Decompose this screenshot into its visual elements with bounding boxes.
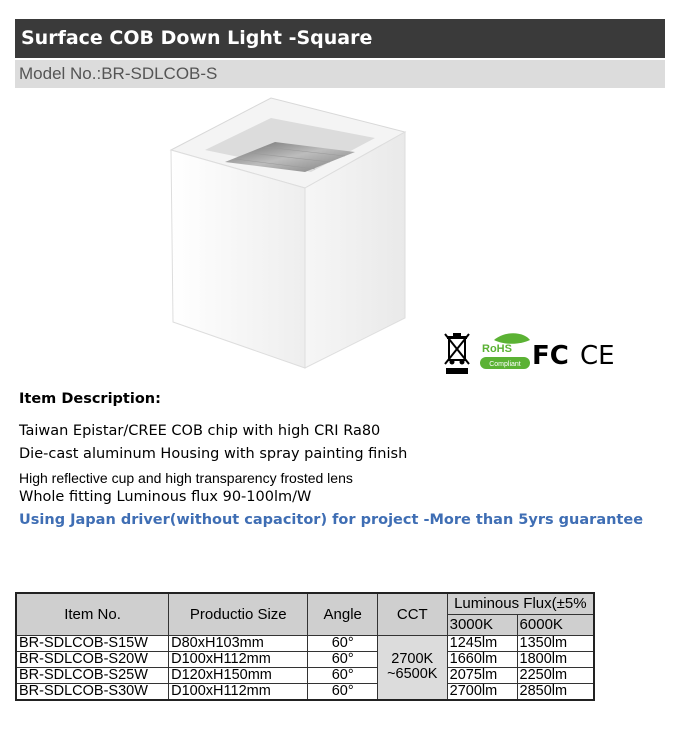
- table-row: [16, 635, 594, 651]
- header-item-no: Item No.: [16, 593, 169, 635]
- spec-table: [15, 592, 595, 701]
- cct-value-line: ~6500K: [387, 666, 438, 682]
- header-luminous-flux: Luminous Flux(±5%: [447, 593, 594, 614]
- fcc-icon: [532, 330, 574, 376]
- header-flux-3000k: 3000K: [447, 614, 517, 635]
- description-line: Taiwan Epistar/CREE COB chip with high CRI Ra80: [19, 423, 381, 439]
- cell-flux-6000k: 1800lm: [517, 651, 594, 667]
- cell-flux-3000k: 2700lm: [447, 683, 517, 700]
- cell-flux-6000k: 2850lm: [517, 683, 594, 700]
- product-image: [165, 92, 415, 372]
- cell-item: BR-SDLCOB-S30W: [16, 683, 169, 700]
- description-line: High reflective cup and high transparency frosted lens: [19, 470, 353, 486]
- cell-cct: [377, 635, 447, 700]
- cell-flux-3000k: 1245lm: [447, 635, 517, 651]
- header-product-size: Productio Size: [169, 593, 308, 635]
- cell-angle: 60°: [308, 635, 377, 651]
- description-line: Die-cast aluminum Housing with spray painting finish: [19, 446, 408, 462]
- header-flux-6000k: 6000K: [517, 614, 594, 635]
- cell-flux-3000k: 1660lm: [447, 651, 517, 667]
- item-description-heading: Item Description:: [19, 391, 161, 407]
- cell-item: BR-SDLCOB-S15W: [16, 635, 169, 651]
- ce-mark: CE: [580, 341, 615, 371]
- rohs-compliant-label: Compliant: [489, 361, 521, 368]
- cell-size: D80xH103mm: [169, 635, 308, 651]
- cct-value-line: 2700K: [391, 651, 434, 667]
- cell-size: D100xH112mm: [169, 651, 308, 667]
- header-angle: Angle: [308, 593, 377, 635]
- page-title: Surface COB Down Light -Square: [15, 19, 665, 58]
- rohs-compliant-icon: [476, 330, 532, 376]
- ce-icon: [580, 330, 620, 376]
- table-row: [16, 667, 594, 683]
- cell-flux-6000k: 1350lm: [517, 635, 594, 651]
- fc-mark: FC: [532, 341, 569, 371]
- description-line: Whole fitting Luminous flux 90-100lm/W: [19, 489, 312, 505]
- guarantee-highlight: Using Japan driver(without capacitor) for project -More than 5yrs guarantee: [19, 512, 644, 528]
- table-row: [16, 651, 594, 667]
- cell-angle: 60°: [308, 667, 377, 683]
- cell-size: D120xH150mm: [169, 667, 308, 683]
- table-row: [16, 683, 594, 700]
- weee-icon: [442, 330, 472, 376]
- cell-size: D100xH112mm: [169, 683, 308, 700]
- cell-item: BR-SDLCOB-S25W: [16, 667, 169, 683]
- cell-angle: 60°: [308, 651, 377, 667]
- cell-angle: 60°: [308, 683, 377, 700]
- rohs-label: RoHS: [482, 343, 512, 355]
- cell-flux-3000k: 2075lm: [447, 667, 517, 683]
- cell-flux-6000k: 2250lm: [517, 667, 594, 683]
- cell-item: BR-SDLCOB-S20W: [16, 651, 169, 667]
- header-cct: CCT: [377, 593, 447, 635]
- model-number: Model No.:BR-SDLCOB-S: [15, 60, 665, 88]
